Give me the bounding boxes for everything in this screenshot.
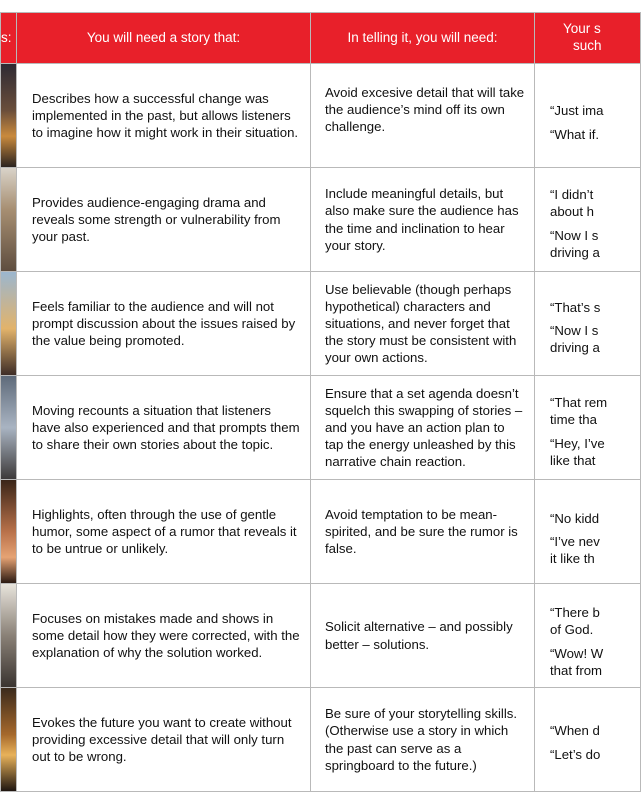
need-cell: Ensure that a set agenda doesn’t squelch this swapping of stories – and you have an action plan to tap the energy unleashed by this narrative chain reaction. <box>311 376 535 480</box>
quote: “Wow! W that from <box>550 645 604 678</box>
say-cell <box>535 480 641 584</box>
need-cell: Include meaningful details, but also make sure the audience has the time and inclination to hear your story. <box>311 168 535 272</box>
table-row <box>1 688 641 792</box>
table-row <box>1 376 641 480</box>
quote: “Now I s driving a <box>550 227 600 260</box>
header-col-1: s: <box>1 13 17 64</box>
need-cell: Avoid temptation to be mean-spirited, and be sure the rumor is false. <box>311 480 535 584</box>
need-cell: Solicit alternative – and possibly better – solutions. <box>311 584 535 688</box>
story-cell: Feels familiar to the audience and will not prompt discussion about the issues raised by the value being promoted. <box>17 272 311 376</box>
storytelling-table <box>0 12 641 792</box>
group-photo <box>1 376 17 479</box>
quote: “No kidd <box>550 510 600 526</box>
row-photo <box>1 168 17 272</box>
say-cell <box>535 584 641 688</box>
need-cell: Avoid excesive detail that will take the audience’s mind off its own challenge. <box>311 64 535 168</box>
quote: “There b of God. <box>550 605 600 638</box>
story-cell: Highlights, often through the use of gentle humor, some aspect of a rumor that reveals it to be untrue or unlikely. <box>17 480 311 584</box>
story-cell: Provides audience-engaging drama and reveals some strength or vulnerability from your past. <box>17 168 311 272</box>
quote: “That rem time tha <box>550 395 608 428</box>
table-row <box>1 168 641 272</box>
quote: “What if. <box>550 126 600 142</box>
quote: “I’ve nev it like th <box>550 533 600 567</box>
table-row <box>1 584 641 688</box>
header-say-line2: such <box>573 38 602 53</box>
row-photo <box>1 376 17 480</box>
say-cell <box>535 272 641 376</box>
row-photo <box>1 480 17 584</box>
speaker-photo <box>1 168 17 271</box>
story-cell: Moving recounts a situation that listeners have also experienced and that prompts them to share their own stories about the topic. <box>17 376 311 480</box>
table-row <box>1 272 641 376</box>
header-say-line1: Your s <box>563 21 601 37</box>
quote: “Now I s driving a <box>550 322 600 356</box>
story-cell: Focuses on mistakes made and shows in some detail how they were corrected, with the explanation of why the solution worked. <box>17 584 311 688</box>
header-col-say <box>535 13 641 64</box>
story-cell: Evokes the future you want to create without providing excessive detail that will only turn out to be wrong. <box>17 688 311 792</box>
need-cell: Be sure of your storytelling skills. (Otherwise use a story in which the past can serve as a springboard to the future.) <box>311 688 535 792</box>
say-cell <box>535 688 641 792</box>
quote: “That’s s <box>550 299 601 315</box>
city-skyline-photo <box>1 272 17 375</box>
quote: “When d <box>550 723 600 739</box>
row-photo <box>1 584 17 688</box>
office-photo <box>1 584 17 687</box>
header-col-story: You will need a story that: <box>17 13 311 64</box>
header-col-need: In telling it, you will need: <box>311 13 535 64</box>
row-photo <box>1 64 17 168</box>
say-cell <box>535 168 641 272</box>
row-photo <box>1 272 17 376</box>
say-cell <box>535 376 641 480</box>
table-row <box>1 480 641 584</box>
say-cell <box>535 64 641 168</box>
quote: “Just ima <box>550 103 604 119</box>
sunset-figure-photo <box>1 688 17 791</box>
need-cell: Use believable (though perhaps hypothetical) characters and situations, and never forget that the story must be consistent with your own actions. <box>311 272 535 376</box>
quote: “Let’s do <box>550 746 601 762</box>
table-row <box>1 64 641 168</box>
header-row <box>1 13 641 64</box>
row-photo <box>1 688 17 792</box>
quote: “Hey, I’ve like that <box>550 435 605 468</box>
couple-photo <box>1 480 17 583</box>
story-cell: Describes how a successful change was implemented in the past, but allows listeners to imagine how it might work in their situation. <box>17 64 311 168</box>
silhouette-sunset-photo <box>1 64 17 167</box>
quote: “I didn’t about h <box>550 187 594 220</box>
